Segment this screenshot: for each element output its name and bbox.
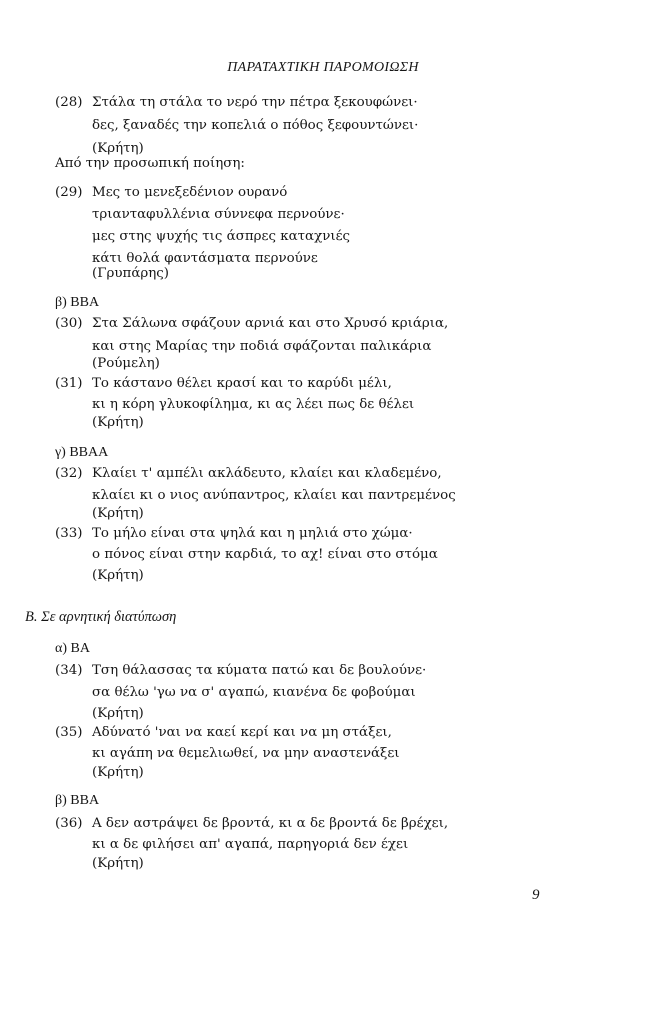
subsection-heading: α) ΒΑ: [55, 641, 90, 656]
source-label: (Κρήτη): [92, 506, 144, 521]
source-label: (Γρυπάρης): [92, 266, 169, 281]
verse-line: κλαίει κι ο νιος ανύπαντρος, κλαίει και παντρεμένος: [92, 488, 456, 503]
source-label: (Κρήτη): [92, 706, 144, 721]
running-header: ΠΑΡΑΤΑΧΤΙΚΗ ΠΑΡΟΜΟΙΩΣΗ: [227, 60, 419, 75]
verse-line: ο πόνος είναι στην καρδιά, το αχ! είναι στο στόμα: [92, 547, 438, 562]
verse-line: Το μήλο είναι στα ψηλά και η μηλιά στο χώμα·: [92, 526, 413, 541]
entry-number: (28): [55, 95, 83, 110]
source-label: (Κρήτη): [92, 141, 144, 156]
entry-number: (32): [55, 466, 83, 481]
verse-line: και στης Μαρίας την ποδιά σφάζονται παλικάρια: [92, 339, 432, 354]
source-label: (Κρήτη): [92, 568, 144, 583]
verse-line: Α δεν αστράψει δε βροντά, κι α δε βροντά δε βρέχει,: [92, 816, 449, 831]
source-label: (Κρήτη): [92, 415, 144, 430]
verse-line: Αδύνατό 'ναι να καεί κερί και να μη στάξει,: [92, 725, 392, 740]
entry-number: (34): [55, 663, 83, 678]
source-label: (Ρούμελη): [92, 356, 160, 371]
intro-text: Από την προσωπική ποίηση:: [55, 156, 245, 171]
verse-line: Μες το μενεξεδένιον ουρανό: [92, 185, 288, 200]
page-number: 9: [532, 887, 540, 903]
verse-line: κι αγάπη να θεμελιωθεί, να μην αναστενάξει: [92, 746, 400, 761]
verse-line: τριανταφυλλένια σύννεφα περνούνε·: [92, 207, 345, 222]
entry-number: (35): [55, 725, 83, 740]
subsection-heading: β) ΒΒΑ: [55, 793, 100, 808]
subsection-heading: γ) ΒΒΑΑ: [55, 445, 109, 460]
verse-line: σα θέλω 'γω να σ' αγαπώ, κιανένα δε φοβούμαι: [92, 685, 416, 700]
entry-number: (33): [55, 526, 83, 541]
verse-line: κάτι θολά φαντάσματα περνούνε: [92, 251, 318, 266]
subsection-heading: β) ΒΒΑ: [55, 295, 100, 310]
verse-line: κι α δε φιλήσει απ' αγαπά, παρηγοριά δεν έχει: [92, 837, 409, 852]
entry-number: (31): [55, 376, 83, 391]
entry-number: (30): [55, 316, 83, 331]
source-label: (Κρήτη): [92, 765, 144, 780]
verse-line: δες, ξαναδές την κοπελιά ο πόθος ξεφουντώνει·: [92, 118, 419, 133]
source-label: (Κρήτη): [92, 856, 144, 871]
verse-line: μες στης ψυχής τις άσπρες καταχνιές: [92, 229, 351, 244]
verse-line: Το κάστανο θέλει κρασί και το καρύδι μέλι,: [92, 376, 392, 391]
section-heading: Β. Σε αρνητική διατύπωση: [25, 609, 177, 625]
verse-line: κι η κόρη γλυκοφίλημα, κι ας λέει πως δε θέλει: [92, 397, 415, 412]
verse-line: Στα Σάλωνα σφάζουν αρνιά και στο Χρυσό κριάρια,: [92, 316, 449, 331]
verse-line: Κλαίει τ' αμπέλι ακλάδευτο, κλαίει και κλαδεμένο,: [92, 466, 442, 481]
verse-line: Τση θάλασσας τα κύματα πατώ και δε βουλούνε·: [92, 663, 427, 678]
verse-line: Στάλα τη στάλα το νερό την πέτρα ξεκουφώνει·: [92, 95, 418, 110]
entry-number: (36): [55, 816, 83, 831]
entry-number: (29): [55, 185, 83, 200]
